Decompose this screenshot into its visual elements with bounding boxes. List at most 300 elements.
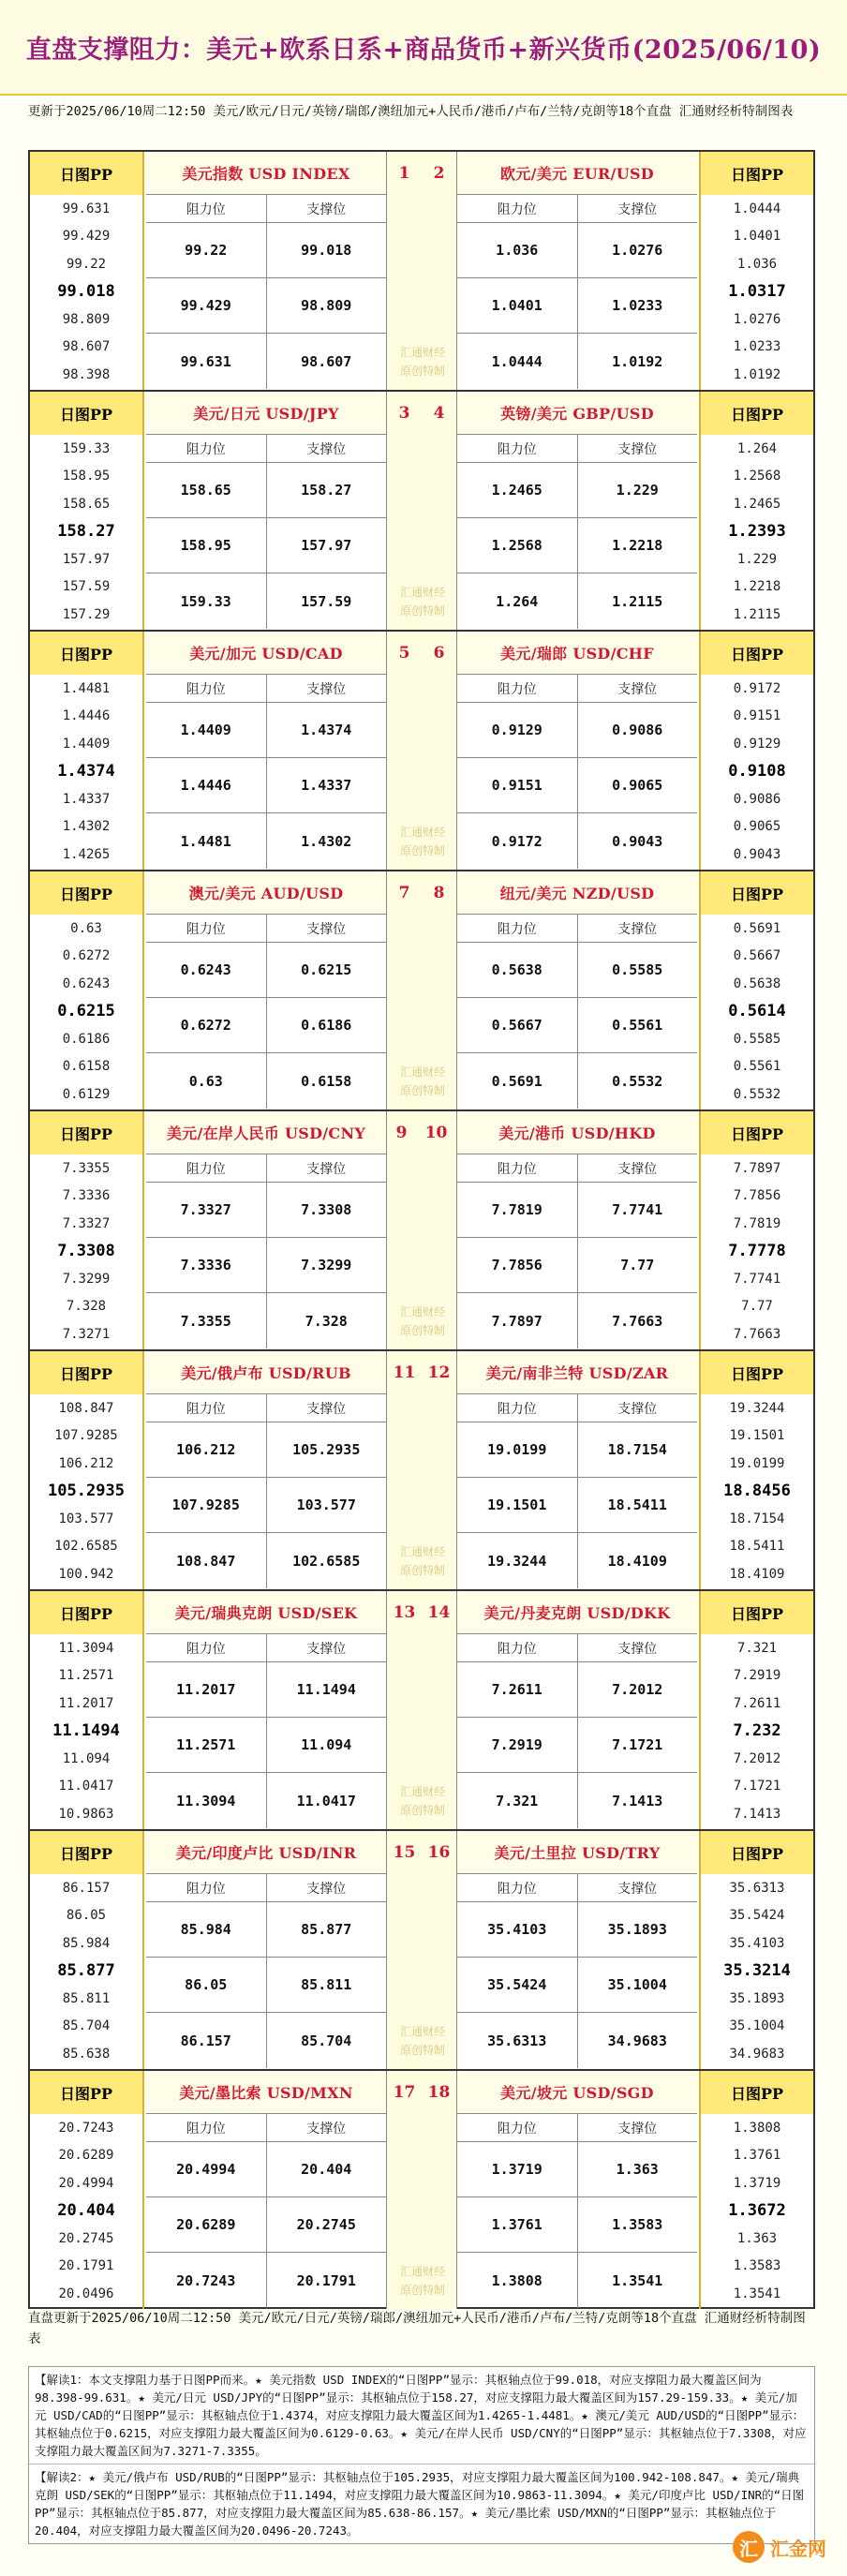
support-label: 支撑位 [306, 441, 347, 457]
pair-index-numbers [387, 152, 456, 195]
watermark: 汇通财经 原创特制 [399, 1305, 445, 1337]
resistance-value: 7.2611 [457, 1662, 578, 1717]
resistance-value: 159.33 [146, 573, 267, 629]
support-value: 1.2115 [612, 592, 663, 610]
support-value: 1.0192 [612, 352, 663, 370]
pair-index-numbers [387, 1351, 456, 1394]
level-header [146, 435, 386, 463]
level-row [146, 943, 386, 998]
resistance-value: 0.9129 [457, 703, 578, 757]
pair-name: 美元/瑞郎 USD/CHF [457, 632, 697, 675]
level-header [457, 675, 697, 703]
day-pp-value: 1.036 [736, 256, 778, 272]
pair-index-left: 3 [398, 404, 410, 423]
pair-panel-r [457, 871, 697, 1109]
day-pp-value: 107.9285 [54, 1428, 118, 1444]
title-bar [0, 0, 847, 96]
day-pp-header: 日图PP [701, 392, 813, 435]
day-pp-value: 7.3336 [62, 1188, 111, 1204]
note-1: 【解读1：本文支撑阻力基于日图PP而来。★ 美元指数 USD INDEX的“日图PP”显示：其枢轴点位于99.018，对应支撑阻力最大覆盖区间为98.398-99.631。★ 美元/日元 USD/JPY的“日图PP”显示：其枢轴点位于158.27，对应支撑阻力最大覆盖区间为157.29-159.33。★ 美元/加元 USD/CAD的“日图PP”显示：其枢轴点位于1.4374，对应支撑阻力最大覆盖区间为1.4265-1.4481。★ 澳元/美元 AUD/USD的“日图PP”显示：其枢轴点位于0.6215，对应支撑阻力最大覆盖区间为0.6129-0.63。★ 美元/在岸人民币 USD/CNY的“日图PP”显示：其枢轴点位于7.3308，对应支撑阻力最大覆盖区间为7.3271-7.3355。 [35, 2373, 807, 2458]
resistance-value: 85.984 [146, 1902, 267, 1957]
pair-name: 美元/墨比索 USD/MXN [146, 2071, 386, 2114]
level-row [146, 1293, 386, 1348]
day-pp-value: 19.0199 [729, 1455, 785, 1471]
resistance-value: 35.6313 [457, 2013, 578, 2068]
support-value: 103.577 [296, 1496, 356, 1513]
pair-block [28, 1589, 815, 1829]
support-label: 支撑位 [306, 1401, 347, 1417]
level-row [146, 223, 386, 278]
resistance-value: 86.05 [146, 1958, 267, 2012]
resistance-label: 阻力位 [146, 435, 267, 462]
support-value: 7.3308 [301, 1201, 352, 1218]
support-value: 85.877 [301, 1921, 352, 1938]
level-header [146, 2114, 386, 2142]
day-pp-value: 7.7856 [733, 1188, 781, 1204]
resistance-value: 20.4994 [146, 2142, 267, 2196]
day-pp-value: 7.3299 [62, 1271, 111, 1287]
day-pp-value: 158.65 [62, 496, 111, 512]
day-pp-header: 日图PP [701, 871, 813, 915]
resistance-value: 11.2571 [146, 1718, 267, 1772]
level-row [146, 1958, 386, 2013]
support-value: 7.3299 [301, 1257, 352, 1273]
day-pp-value: 7.2919 [733, 1668, 781, 1684]
pair-panel-r [457, 392, 697, 630]
day-pp-value: 99.22 [66, 256, 107, 272]
day-pp-value: 0.6272 [62, 948, 111, 964]
day-pp-header: 日图PP [30, 2071, 142, 2114]
level-header [146, 1154, 386, 1183]
page-title: 直盘支撑阻力：美元+欧系日系+商品货币+新兴货币(2025/06/10) [25, 35, 822, 65]
support-value: 18.5411 [607, 1496, 667, 1513]
pair-panel-l [146, 1111, 386, 1349]
day-pp-column-r [699, 1351, 813, 1589]
day-pp-value: 0.9086 [733, 791, 781, 807]
pair-index-numbers [387, 392, 456, 435]
day-pp-column-l [30, 152, 144, 390]
pair-index-numbers [387, 1111, 456, 1154]
support-label: 支撑位 [306, 681, 347, 697]
day-pp-column-r [699, 392, 813, 630]
level-row [457, 2013, 697, 2068]
resistance-value: 1.036 [457, 223, 578, 277]
day-pp-header: 日图PP [30, 1831, 142, 1874]
day-pp-value: 20.1791 [58, 2258, 114, 2274]
resistance-label: 阻力位 [146, 675, 267, 702]
level-row [457, 2253, 697, 2308]
day-pp-value: 0.6186 [62, 1031, 111, 1047]
support-label: 支撑位 [617, 1401, 658, 1417]
day-pp-value: 7.1721 [733, 1779, 781, 1794]
support-value: 18.7154 [607, 1441, 667, 1458]
resistance-value: 0.9151 [457, 758, 578, 812]
pair-index-left: 17 [393, 2083, 416, 2102]
watermark: 汇通财经 原创特制 [399, 346, 445, 378]
level-header [457, 1634, 697, 1662]
pair-name: 美元/在岸人民币 USD/CNY [146, 1111, 386, 1154]
support-value: 0.9065 [612, 777, 663, 794]
watermark: 汇通财经 原创特制 [399, 1785, 445, 1817]
resistance-value: 19.3244 [457, 1533, 578, 1588]
update-timestamp: 更新于2025/06/10周二12:50 美元/欧元/日元/英镑/瑞郎/澳纽加元+人民币/港币/卢布/兰特/克朗等18个直盘 汇通财经析特制图表 [28, 104, 794, 119]
day-pp-value: 1.0233 [733, 339, 781, 355]
level-header [146, 915, 386, 943]
note-2: 【解读2：★ 美元/俄卢布 USD/RUB的“日图PP”显示：其枢轴点位于105.2935，对应支撑阻力最大覆盖区间为100.942-108.847。★ 美元/瑞典克朗 USD/SEK的“日图PP”显示：其枢轴点位于11.1494，对应支撑阻力最大覆盖区间为10.9863-11.3094。★ 美元/印度卢比 USD/INR的“日图PP”显示：其枢轴点位于85.877，对应支撑阻力最大覆盖区间为85.638-86.157。★ 美元/墨比索 USD/MXN的“日图PP”显示：其枢轴点位于20.404，对应支撑阻力最大覆盖区间为20.0496-20.7243。 [29, 2464, 814, 2543]
day-pp-value: 85.704 [62, 2018, 111, 2034]
pair-index-left: 5 [398, 644, 410, 663]
day-pp-header: 日图PP [701, 1111, 813, 1154]
support-value: 157.97 [301, 537, 352, 554]
pair-index-numbers [387, 632, 456, 675]
level-row [146, 1662, 386, 1718]
support-label: 支撑位 [617, 2121, 658, 2137]
support-value: 1.4374 [301, 722, 352, 738]
support-value: 7.7741 [612, 1201, 663, 1218]
level-row [457, 223, 697, 278]
resistance-value: 108.847 [146, 1533, 267, 1588]
resistance-value: 99.631 [146, 334, 267, 389]
pair-index-right: 8 [433, 884, 445, 902]
day-pp-value: 0.5585 [733, 1031, 781, 1047]
day-pp-value: 0.5561 [733, 1059, 781, 1075]
level-header [457, 195, 697, 223]
day-pp-value: 1.3583 [733, 2258, 781, 2274]
support-value: 20.2745 [296, 2216, 356, 2233]
level-row [146, 2142, 386, 2197]
pivot-value: 11.1494 [52, 1721, 120, 1741]
resistance-label: 阻力位 [457, 1154, 578, 1182]
support-label: 支撑位 [306, 1161, 347, 1177]
day-pp-value: 86.157 [62, 1880, 111, 1896]
support-label: 支撑位 [306, 201, 347, 217]
watermark: 汇通财经 原创特制 [399, 1065, 445, 1097]
support-value: 7.1413 [612, 1792, 663, 1809]
level-row [457, 278, 697, 334]
day-pp-header: 日图PP [701, 1351, 813, 1394]
pair-index-left: 1 [398, 164, 410, 183]
support-value: 1.0276 [612, 242, 663, 259]
day-pp-value: 20.2745 [58, 2230, 114, 2246]
day-pp-value: 1.0401 [733, 229, 781, 245]
day-pp-value: 1.2568 [733, 469, 781, 484]
index-column [386, 152, 457, 390]
resistance-value: 0.5667 [457, 998, 578, 1052]
resistance-label: 阻力位 [146, 915, 267, 942]
day-pp-value: 0.63 [70, 920, 102, 936]
day-pp-value: 11.094 [62, 1750, 111, 1766]
day-pp-value: 1.4302 [62, 819, 111, 835]
pivot-value: 99.018 [57, 282, 115, 302]
resistance-value: 158.95 [146, 518, 267, 573]
resistance-label: 阻力位 [457, 195, 578, 222]
day-pp-header: 日图PP [30, 152, 142, 195]
day-pp-column-r [699, 1111, 813, 1349]
footer-update-text: 直盘更新于2025/06/10周二12:50 美元/欧元/日元/英镑/瑞郎/澳纽加元+人民币/港币/卢布/兰特/克朗等18个直盘 汇通财经析特制图表 [28, 2311, 806, 2346]
level-row [457, 334, 697, 389]
level-row [457, 1183, 697, 1238]
level-row [146, 1478, 386, 1533]
day-pp-header: 日图PP [701, 632, 813, 675]
day-pp-value: 1.2115 [733, 606, 781, 622]
pair-panel-l [146, 1591, 386, 1829]
day-pp-value: 1.4481 [62, 680, 111, 696]
resistance-value: 7.7819 [457, 1183, 578, 1237]
resistance-label: 阻力位 [146, 1394, 267, 1422]
index-column [386, 392, 457, 630]
support-value: 0.5532 [612, 1072, 663, 1090]
day-pp-value: 20.4994 [58, 2175, 114, 2191]
day-pp-value: 35.5424 [729, 1908, 785, 1924]
day-pp-value: 0.6129 [62, 1086, 111, 1102]
pair-panel-r [457, 1591, 697, 1829]
level-row [146, 463, 386, 518]
level-row [457, 1293, 697, 1348]
day-pp-value: 1.3541 [733, 2286, 781, 2301]
pair-panel-r [457, 2071, 697, 2309]
resistance-value: 19.1501 [457, 1478, 578, 1532]
pair-index-right: 14 [427, 1603, 451, 1622]
pair-index-right: 18 [427, 2083, 451, 2102]
support-value: 1.2218 [612, 537, 663, 554]
day-pp-value: 157.29 [62, 606, 111, 622]
resistance-value: 19.0199 [457, 1422, 578, 1477]
level-row [146, 1773, 386, 1828]
level-header [457, 1394, 697, 1422]
index-column [386, 632, 457, 870]
day-pp-value: 98.809 [62, 311, 111, 327]
pivot-value: 1.3672 [728, 2201, 786, 2221]
day-pp-header: 日图PP [30, 392, 142, 435]
day-pp-column-l [30, 871, 144, 1109]
day-pp-value: 0.6243 [62, 975, 111, 991]
resistance-value: 158.65 [146, 463, 267, 517]
resistance-value: 99.429 [146, 278, 267, 333]
resistance-label: 阻力位 [457, 1874, 578, 1901]
day-pp-value: 0.9065 [733, 819, 781, 835]
day-pp-value: 7.321 [736, 1640, 778, 1656]
day-pp-column-l [30, 1351, 144, 1589]
day-pp-value: 98.607 [62, 339, 111, 355]
pair-block [28, 1109, 815, 1349]
resistance-value: 11.2017 [146, 1662, 267, 1717]
day-pp-value: 35.6313 [729, 1880, 785, 1896]
day-pp-value: 11.2571 [58, 1668, 114, 1684]
support-value: 0.5561 [612, 1017, 663, 1034]
resistance-value: 86.157 [146, 2013, 267, 2068]
support-value: 7.328 [305, 1312, 348, 1330]
level-header [146, 195, 386, 223]
pair-name: 美元/印度卢比 USD/INR [146, 1831, 386, 1874]
pair-name: 美元/南非兰特 USD/ZAR [457, 1351, 697, 1394]
pair-panel-l [146, 1831, 386, 2069]
day-pp-header: 日图PP [701, 1831, 813, 1874]
day-pp-value: 0.9043 [733, 846, 781, 862]
pair-block [28, 2069, 815, 2309]
level-row [457, 1902, 697, 1958]
day-pp-value: 86.05 [66, 1908, 107, 1924]
level-row [457, 1718, 697, 1773]
resistance-value: 1.4481 [146, 813, 267, 869]
day-pp-column-l [30, 1111, 144, 1349]
support-label: 支撑位 [617, 441, 658, 457]
day-pp-value: 157.59 [62, 579, 111, 595]
pivot-value: 0.6215 [57, 1002, 115, 1021]
support-value: 0.9043 [612, 832, 663, 850]
watermark: 汇通财经 原创特制 [399, 1545, 445, 1577]
resistance-value: 0.6243 [146, 943, 267, 997]
pair-name: 美元/港币 USD/HKD [457, 1111, 697, 1154]
level-row [146, 1902, 386, 1958]
level-row [457, 998, 697, 1053]
support-value: 85.811 [301, 1976, 352, 1993]
support-value: 7.7663 [612, 1312, 663, 1330]
day-pp-value: 0.6158 [62, 1059, 111, 1075]
pair-name: 美元指数 USD INDEX [146, 152, 386, 195]
day-pp-column-l [30, 1831, 144, 2069]
pair-panel-l [146, 632, 386, 870]
resistance-value: 0.6272 [146, 998, 267, 1052]
day-pp-value: 99.631 [62, 201, 111, 216]
level-row [146, 1718, 386, 1773]
day-pp-value: 7.3271 [62, 1326, 111, 1342]
day-pp-header: 日图PP [30, 632, 142, 675]
index-column [386, 871, 457, 1109]
pair-name: 美元/俄卢布 USD/RUB [146, 1351, 386, 1394]
support-value: 35.1004 [607, 1976, 667, 1993]
support-value: 0.5585 [612, 961, 663, 978]
day-pp-value: 98.398 [62, 366, 111, 382]
resistance-label: 阻力位 [457, 915, 578, 942]
pair-panel-l [146, 871, 386, 1109]
day-pp-value: 35.1893 [729, 1990, 785, 2006]
day-pp-header: 日图PP [30, 1351, 142, 1394]
support-value: 18.4109 [607, 1552, 667, 1570]
support-value: 35.1893 [607, 1921, 667, 1938]
pair-index-right: 2 [433, 164, 445, 183]
index-column [386, 2071, 457, 2309]
day-pp-value: 19.3244 [729, 1400, 785, 1416]
resistance-label: 阻力位 [457, 1634, 578, 1661]
level-row [146, 334, 386, 389]
level-row [146, 573, 386, 629]
day-pp-value: 11.0417 [58, 1779, 114, 1794]
support-value: 11.094 [301, 1736, 352, 1753]
support-value: 7.2012 [612, 1681, 663, 1698]
day-pp-value: 0.5667 [733, 948, 781, 964]
level-header [146, 675, 386, 703]
day-pp-value: 10.9863 [58, 1806, 114, 1822]
support-value: 102.6585 [292, 1552, 361, 1570]
day-pp-value: 34.9683 [729, 2046, 785, 2062]
watermark: 汇通财经 原创特制 [399, 2025, 445, 2057]
day-pp-value: 1.4409 [62, 736, 111, 752]
pair-block [28, 390, 815, 630]
support-value: 1.3541 [612, 2271, 663, 2289]
day-pp-value: 102.6585 [54, 1539, 118, 1555]
day-pp-column-l [30, 392, 144, 630]
resistance-value: 1.3761 [457, 2197, 578, 2252]
pair-panel-r [457, 152, 697, 390]
support-value: 105.2935 [292, 1441, 361, 1458]
pair-index-right: 4 [433, 404, 445, 423]
pair-block [28, 630, 815, 870]
level-row [457, 463, 697, 518]
level-row [457, 813, 697, 869]
day-pp-value: 1.363 [736, 2230, 778, 2246]
support-value: 11.0417 [296, 1792, 356, 1809]
resistance-value: 7.3336 [146, 1238, 267, 1292]
day-pp-value: 35.4103 [729, 1935, 785, 1951]
day-pp-value: 18.4109 [729, 1566, 785, 1582]
pair-name: 美元/土里拉 USD/TRY [457, 1831, 697, 1874]
support-value: 1.4302 [301, 832, 352, 850]
day-pp-value: 1.2218 [733, 579, 781, 595]
support-value: 11.1494 [296, 1681, 356, 1698]
day-pp-value: 1.2465 [733, 496, 781, 512]
level-row [457, 758, 697, 813]
resistance-value: 1.4409 [146, 703, 267, 757]
support-label: 支撑位 [306, 1881, 347, 1897]
pair-index-left: 13 [393, 1603, 416, 1622]
logo-text: 汇金网 [770, 2537, 826, 2560]
pivot-value: 0.9108 [728, 762, 786, 782]
support-label: 支撑位 [617, 201, 658, 217]
pair-name: 欧元/美元 EUR/USD [457, 152, 697, 195]
resistance-label: 阻力位 [146, 1154, 267, 1182]
day-pp-value: 19.1501 [729, 1428, 785, 1444]
day-pp-value: 1.0276 [733, 311, 781, 327]
day-pp-value: 103.577 [58, 1511, 114, 1526]
level-row [146, 1533, 386, 1588]
level-header [146, 1394, 386, 1422]
day-pp-column-r [699, 1591, 813, 1829]
day-pp-value: 11.2017 [58, 1695, 114, 1711]
support-value: 1.229 [616, 482, 659, 499]
day-pp-value: 1.4265 [62, 846, 111, 862]
level-row [146, 278, 386, 334]
support-value: 0.6186 [301, 1017, 352, 1034]
level-row [146, 1053, 386, 1109]
support-value: 158.27 [301, 482, 352, 499]
day-pp-value: 7.7819 [733, 1215, 781, 1231]
day-pp-column-r [699, 152, 813, 390]
pair-block [28, 150, 815, 390]
level-row [146, 758, 386, 813]
pair-index-left: 11 [393, 1363, 416, 1382]
level-row [146, 998, 386, 1053]
day-pp-value: 7.2611 [733, 1695, 781, 1711]
resistance-value: 35.4103 [457, 1902, 578, 1957]
support-value: 0.6215 [301, 961, 352, 978]
resistance-value: 1.3719 [457, 2142, 578, 2196]
pair-panel-l [146, 1351, 386, 1589]
day-pp-value: 1.3808 [733, 2120, 781, 2136]
pair-index-numbers [387, 2071, 456, 2114]
day-pp-value: 159.33 [62, 440, 111, 456]
level-header [457, 1874, 697, 1902]
day-pp-value: 18.5411 [729, 1539, 785, 1555]
pivot-value: 105.2935 [48, 1482, 125, 1501]
support-value: 157.59 [301, 592, 352, 610]
level-header [457, 1154, 697, 1183]
day-pp-value: 1.4337 [62, 791, 111, 807]
pair-index-numbers [387, 871, 456, 915]
site-logo [733, 2531, 826, 2563]
resistance-value: 1.264 [457, 573, 578, 629]
support-value: 85.704 [301, 2032, 352, 2049]
support-value: 7.1721 [612, 1736, 663, 1753]
